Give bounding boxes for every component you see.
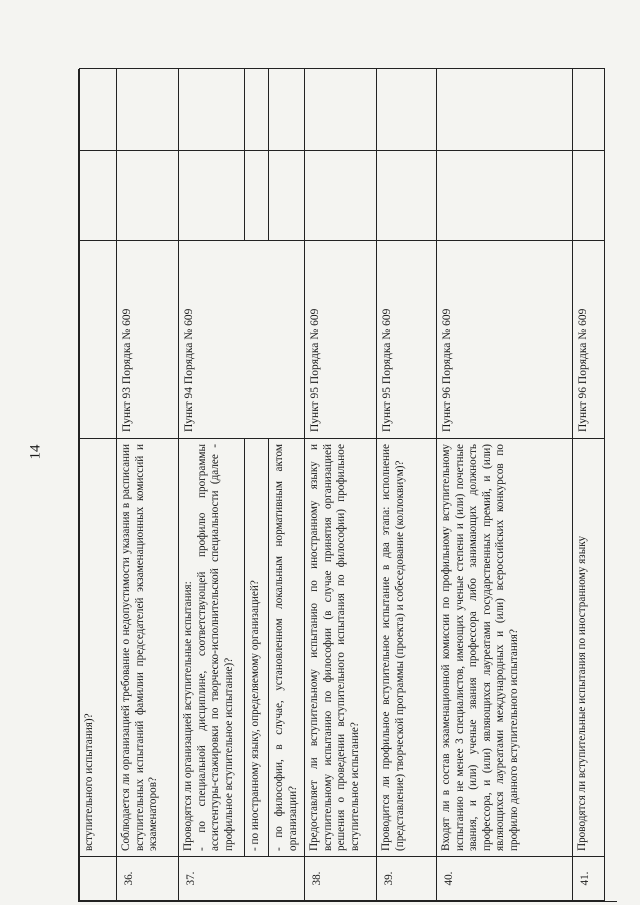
answer-cell bbox=[437, 151, 573, 241]
table-row bbox=[245, 69, 269, 901]
note-cell bbox=[80, 69, 117, 151]
row-reference: Пункт 95 Порядка № 609 bbox=[305, 241, 377, 439]
row-number: 37. bbox=[179, 857, 305, 901]
question-item: - по иностранному языку, определяемому организацией? bbox=[245, 439, 269, 857]
question-item: - по специальной дисциплине, соответствующей профилю программы ассистентуры-стажировки по творческо-исполнительской специальности (далее - профильное вступительное испытание)? bbox=[195, 444, 235, 851]
note-cell bbox=[377, 69, 437, 151]
note-cell bbox=[269, 69, 305, 151]
row-reference bbox=[80, 241, 117, 439]
table-row bbox=[305, 69, 377, 901]
row-question: вступительного испытания)? bbox=[80, 439, 117, 857]
answer-cell bbox=[269, 151, 305, 241]
row-question: Проводятся ли вступительные испытания по иностранному языку bbox=[573, 439, 605, 857]
row-reference: Пункт 96 Порядка № 609 bbox=[573, 241, 605, 439]
table-row bbox=[80, 69, 117, 901]
table-row bbox=[377, 69, 437, 901]
row-reference: Пункт 95 Порядка № 609 bbox=[377, 241, 437, 439]
answer-cell bbox=[80, 151, 117, 241]
note-cell bbox=[179, 69, 245, 151]
row-number: 40. bbox=[437, 857, 573, 901]
note-cell bbox=[305, 69, 377, 151]
note-cell bbox=[437, 69, 573, 151]
checklist-table bbox=[78, 69, 617, 902]
table-row bbox=[117, 69, 179, 901]
row-question: Соблюдается ли организацией требование о недопустимости указания в расписании вступительных испытаний фамилии председателей экзаменационных комиссий и экзаменаторов? bbox=[117, 439, 179, 857]
row-question: Предоставляет ли вступительному испытанию по иностранному языку и вступительному испытанию по философии (в случае принятия организацией решения о проведении вступительного испытания по философии) профильное вступительное испытание? bbox=[305, 439, 377, 857]
note-cell bbox=[245, 69, 269, 151]
row-number: 41. bbox=[573, 857, 605, 901]
answer-cell bbox=[117, 151, 179, 241]
question-item: - по философии, в случае, установленном локальным нормативным актом организации? bbox=[269, 439, 305, 857]
table-row bbox=[437, 69, 573, 901]
row-number: 39. bbox=[377, 857, 437, 901]
question-heading: Проводятся ли организацией вступительные испытания: bbox=[182, 581, 194, 851]
note-cell bbox=[573, 69, 605, 151]
table-row bbox=[269, 69, 305, 901]
row-question: Проводится ли профильное вступительное испытание в два этапа: исполнение (представление) творческой программы (проекта) и собеседование (коллоквиум)? bbox=[377, 439, 437, 857]
row-reference: Пункт 93 Порядка № 609 bbox=[117, 241, 179, 439]
row-question: Входят ли в состав экзаменационной комиссии по профильному вступительному испытанию не менее 3 специалистов, имеющих ученые степени и (или) почетные звания, и (или) ученые звания профессора либо занимающих должность профессора, и (или) являющихся лауреатами государственных премий, и (или) являющихся лауреатами международных и (или) всероссийских конкурсов по профилю данного вступительного испытания? bbox=[437, 439, 573, 857]
row-number: 38. bbox=[305, 857, 377, 901]
row-number: 36. bbox=[117, 857, 179, 901]
row-question bbox=[179, 439, 245, 857]
answer-cell bbox=[179, 151, 245, 241]
row-number bbox=[80, 857, 117, 901]
answer-cell bbox=[573, 151, 605, 241]
row-reference: Пункт 94 Порядка № 609 bbox=[179, 241, 305, 439]
answer-cell bbox=[245, 151, 269, 241]
row-reference: Пункт 96 Порядка № 609 bbox=[437, 241, 573, 439]
answer-cell bbox=[377, 151, 437, 241]
answer-cell bbox=[305, 151, 377, 241]
page-number: 14 bbox=[27, 444, 44, 460]
note-cell bbox=[117, 69, 179, 151]
table-row bbox=[573, 69, 605, 901]
table-row bbox=[179, 69, 245, 901]
